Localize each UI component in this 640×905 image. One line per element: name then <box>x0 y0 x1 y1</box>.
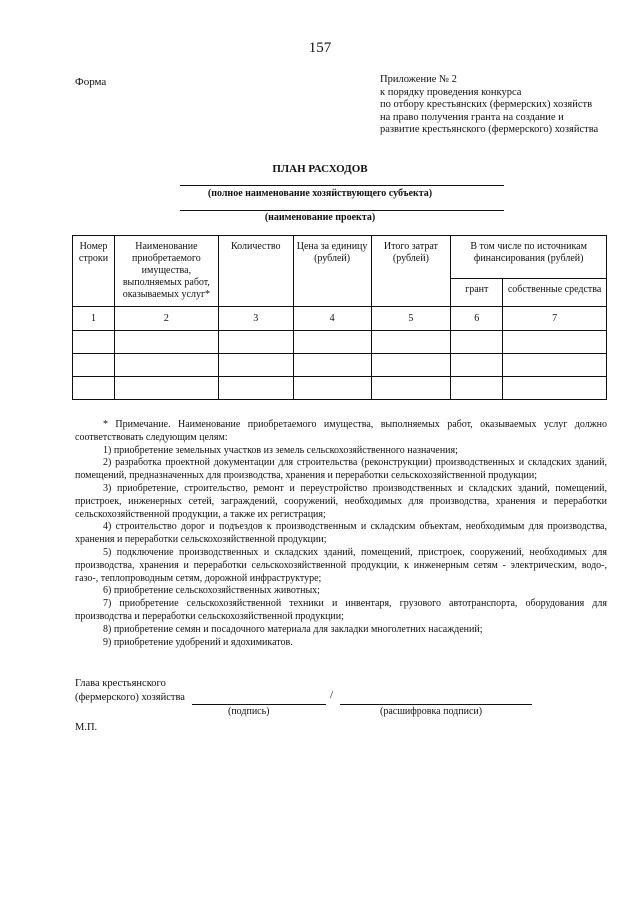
table-row <box>73 331 607 354</box>
header-item-name: Наименование приобретаемого имущества, выполняемых работ, оказываемых услуг* <box>114 236 218 307</box>
note-item: 6) приобретение сельскохозяйственных животных; <box>103 585 320 597</box>
signature-label-line2: (фермерского) хозяйства <box>75 692 185 703</box>
table-cell <box>451 331 503 354</box>
header-unit-price: Цена за единицу (рублей) <box>293 236 371 307</box>
project-name-line <box>180 210 504 211</box>
note-item: 4) строительство дорог и подъездов к производственным и складским объектам, необходимым для производства, хранения и переработки сельскохозяйственной продукции; <box>75 521 607 546</box>
table-cell <box>73 377 115 400</box>
expense-plan-table <box>72 235 607 400</box>
column-number: 2 <box>114 307 218 331</box>
table-cell <box>218 331 293 354</box>
column-number: 3 <box>218 307 293 331</box>
header-own-funds: собственные средства <box>503 278 607 306</box>
column-number: 4 <box>293 307 371 331</box>
table-cell <box>503 377 607 400</box>
document-title: ПЛАН РАСХОДОВ <box>272 163 368 175</box>
entity-name-line <box>180 185 504 186</box>
header-funding-sources: В том числе по источникам финансирования (рублей) <box>451 236 607 279</box>
notes-section <box>75 419 607 649</box>
signature-decode-caption: (расшифровка подписи) <box>380 706 483 717</box>
table-cell <box>371 377 451 400</box>
table-row <box>73 377 607 400</box>
column-number-row <box>73 307 607 331</box>
note-item: 8) приобретение семян и посадочного материала для закладки многолетних насаждений; <box>103 623 483 635</box>
header-grant: грант <box>451 278 503 306</box>
note-item: 2) разработка проектной документации для строительства (реконструкции) производственных и складских зданий, помещений, предназначенных для производства, хранения и переработки сельскохозяйственной продукции; <box>75 457 607 482</box>
page-number: 157 <box>308 40 332 56</box>
table-cell <box>114 354 218 377</box>
signature-caption: (подпись) <box>228 706 270 717</box>
stamp-label: М.П. <box>75 722 98 733</box>
signature-separator: / <box>330 689 334 701</box>
column-number: 1 <box>73 307 115 331</box>
table-cell <box>73 331 115 354</box>
table-cell <box>371 354 451 377</box>
appendix-line: Приложение № 2 <box>380 74 457 85</box>
signature-decode-line <box>340 704 532 705</box>
form-label: Форма <box>75 76 107 88</box>
table-cell <box>293 354 371 377</box>
signature-line <box>192 704 326 705</box>
table-cell <box>503 331 607 354</box>
table-cell <box>218 377 293 400</box>
signature-label-line1: Глава крестьянского <box>75 678 166 689</box>
appendix-block <box>380 74 630 137</box>
column-number: 5 <box>371 307 451 331</box>
table-cell <box>114 331 218 354</box>
table-cell <box>218 354 293 377</box>
table-cell <box>371 331 451 354</box>
header-row-number: Номер строки <box>73 236 115 307</box>
note-item: 3) приобретение, строительство, ремонт и переустройство производственных и складских зданий, помещений, пристроек, инженерных сетей, заграждений, сооружений, необходимых для производства, хранения и переработки сельскохозяйственной продукции, а также их регистрация; <box>75 482 607 520</box>
column-number: 7 <box>503 307 607 331</box>
table-row <box>73 354 607 377</box>
table-cell <box>451 354 503 377</box>
note-item: 5) подключение производственных и складских зданий, помещений, пристроек, сооружений, необходимых для производства, хранения и переработки сельскохозяйственной продукции, к инженерным сетям - электрическим, водо-, газо-, теплопроводным сетям, дорожной инфраструктуре; <box>75 546 607 584</box>
notes-intro: * Примечание. Наименование приобретаемого имущества, выполняемых работ, оказываемых услуг должно соответствовать следующим целям: <box>75 419 607 443</box>
header-quantity: Количество <box>218 236 293 307</box>
column-number: 6 <box>451 307 503 331</box>
appendix-line: по отбору крестьянских (фермерских) хозяйств <box>380 99 593 110</box>
note-item: 1) приобретение земельных участков из земель сельскохозяйственного назначения; <box>103 444 458 456</box>
note-item: 9) приобретение удобрений и ядохимикатов. <box>103 636 293 648</box>
appendix-line: развитие крестьянского (фермерского) хозяйства <box>380 124 599 135</box>
note-item: 7) приобретение сельскохозяйственной техники и инвентаря, грузового автотранспорта, оборудования для производства и переработки сельскохозяйственной продукции; <box>75 598 607 622</box>
table-cell <box>503 354 607 377</box>
table-cell <box>73 354 115 377</box>
project-caption: (наименование проекта) <box>264 212 376 223</box>
table-cell <box>114 377 218 400</box>
table-cell <box>293 331 371 354</box>
table-cell <box>451 377 503 400</box>
header-total: Итого затрат (рублей) <box>371 236 451 307</box>
appendix-line: на право получения гранта на создание и <box>380 111 564 123</box>
appendix-line: к порядку проведения конкурса <box>380 86 522 98</box>
table-cell <box>293 377 371 400</box>
entity-caption: (полное наименование хозяйствующего субъекта) <box>207 188 433 199</box>
